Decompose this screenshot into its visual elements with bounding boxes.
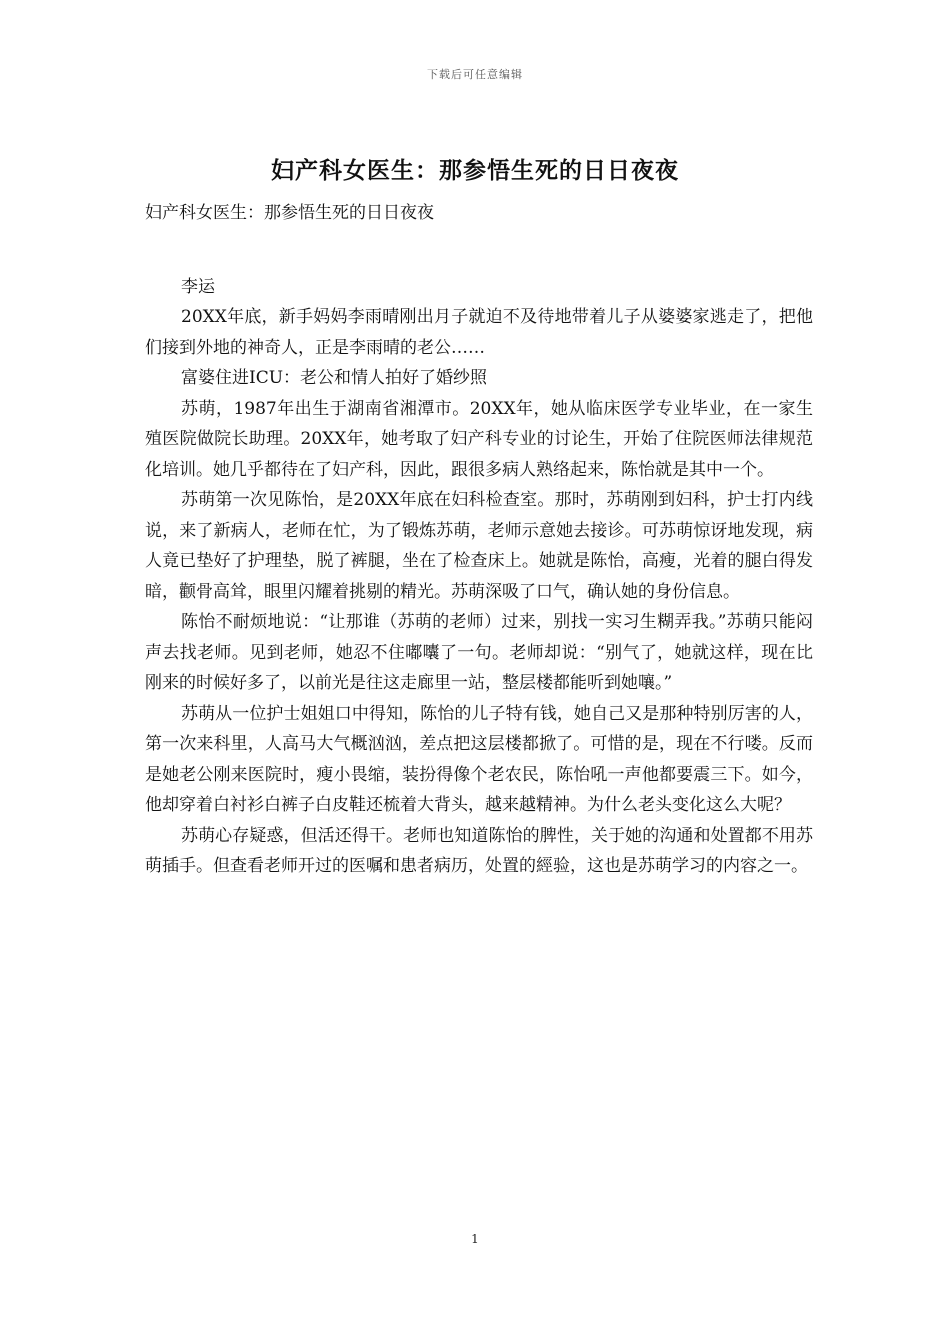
paragraph: 苏萌从一位护士姐姐口中得知，陈怡的儿子特有钱，她自己又是那种特别厉害的人，第一次来科里，人高马大气概汹汹，差点把这层楼都掀了。可惜的是，现在不行喽。反而是她老公刚来医院时，瘦小畏缩，装扮得像个老农民，陈怡吼一声他都要震三下。如今，他却穿着白衬衫白裤子白皮鞋还梳着大背头，越来越精神。为什么老头变化这么大呢？: [145, 703, 813, 815]
document-subtitle: 妇产科女医生：那参悟生死的日日夜夜: [145, 203, 434, 223]
document-title: 妇产科女医生：那参悟生死的日日夜夜: [271, 157, 679, 184]
document-body: [145, 198, 813, 882]
section-heading: 富婆住进ICU：老公和情人拍好了婚纱照: [181, 368, 488, 388]
page-header-note: 下载后可任意编辑: [427, 68, 523, 81]
paragraph: 20XX年底，新手妈妈李雨晴刚出月子就迫不及待地带着儿子从婆婆家逃走了，把他们接到外地的神奇人，正是李雨晴的老公……: [145, 307, 813, 358]
paragraph: 苏萌第一次见陈怡，是20XX年底在妇科检查室。那时，苏萌刚到妇科，护士打内线说，来了新病人，老师在忙，为了锻炼苏萌，老师示意她去接诊。可苏萌惊讶地发现，病人竟已垫好了护理垫，脱了裤腿，坐在了检查床上。她就是陈怡，高瘦，光着的腿白得发暗，颧骨高耸，眼里闪耀着挑剔的精光。苏萌深吸了口气，确认她的身份信息。: [145, 490, 813, 602]
paragraph: 苏萌，1987年出生于湖南省湘潭市。20XX年，她从临床医学专业毕业，在一家生殖医院做院长助理。20XX年，她考取了妇产科专业的讨论生，开始了住院医师法律规范化培训。她几乎都待在了妇产科，因此，跟很多病人熟络起来，陈怡就是其中一个。: [145, 398, 813, 480]
paragraph: 苏萌心存疑惑，但活还得干。老师也知道陈怡的脾性，关于她的沟通和处置都不用苏萌插手。但查看老师开过的医嘱和患者病历，处置的經验，这也是苏萌学习的内容之一。: [145, 825, 813, 876]
paragraph: 陈怡不耐烦地说：“让那谁（苏萌的老师）过来，别找一实习生糊弄我。”苏萌只能闷声去找老师。见到老师，她忍不住嘟囔了一句。老师却说：“别气了，她就这样，现在比刚来的时候好多了，以前光是往这走廊里一站，整层楼都能听到她嚷。”: [145, 612, 813, 693]
page-number: 1: [471, 1232, 479, 1246]
author-name: 李运: [181, 277, 215, 297]
